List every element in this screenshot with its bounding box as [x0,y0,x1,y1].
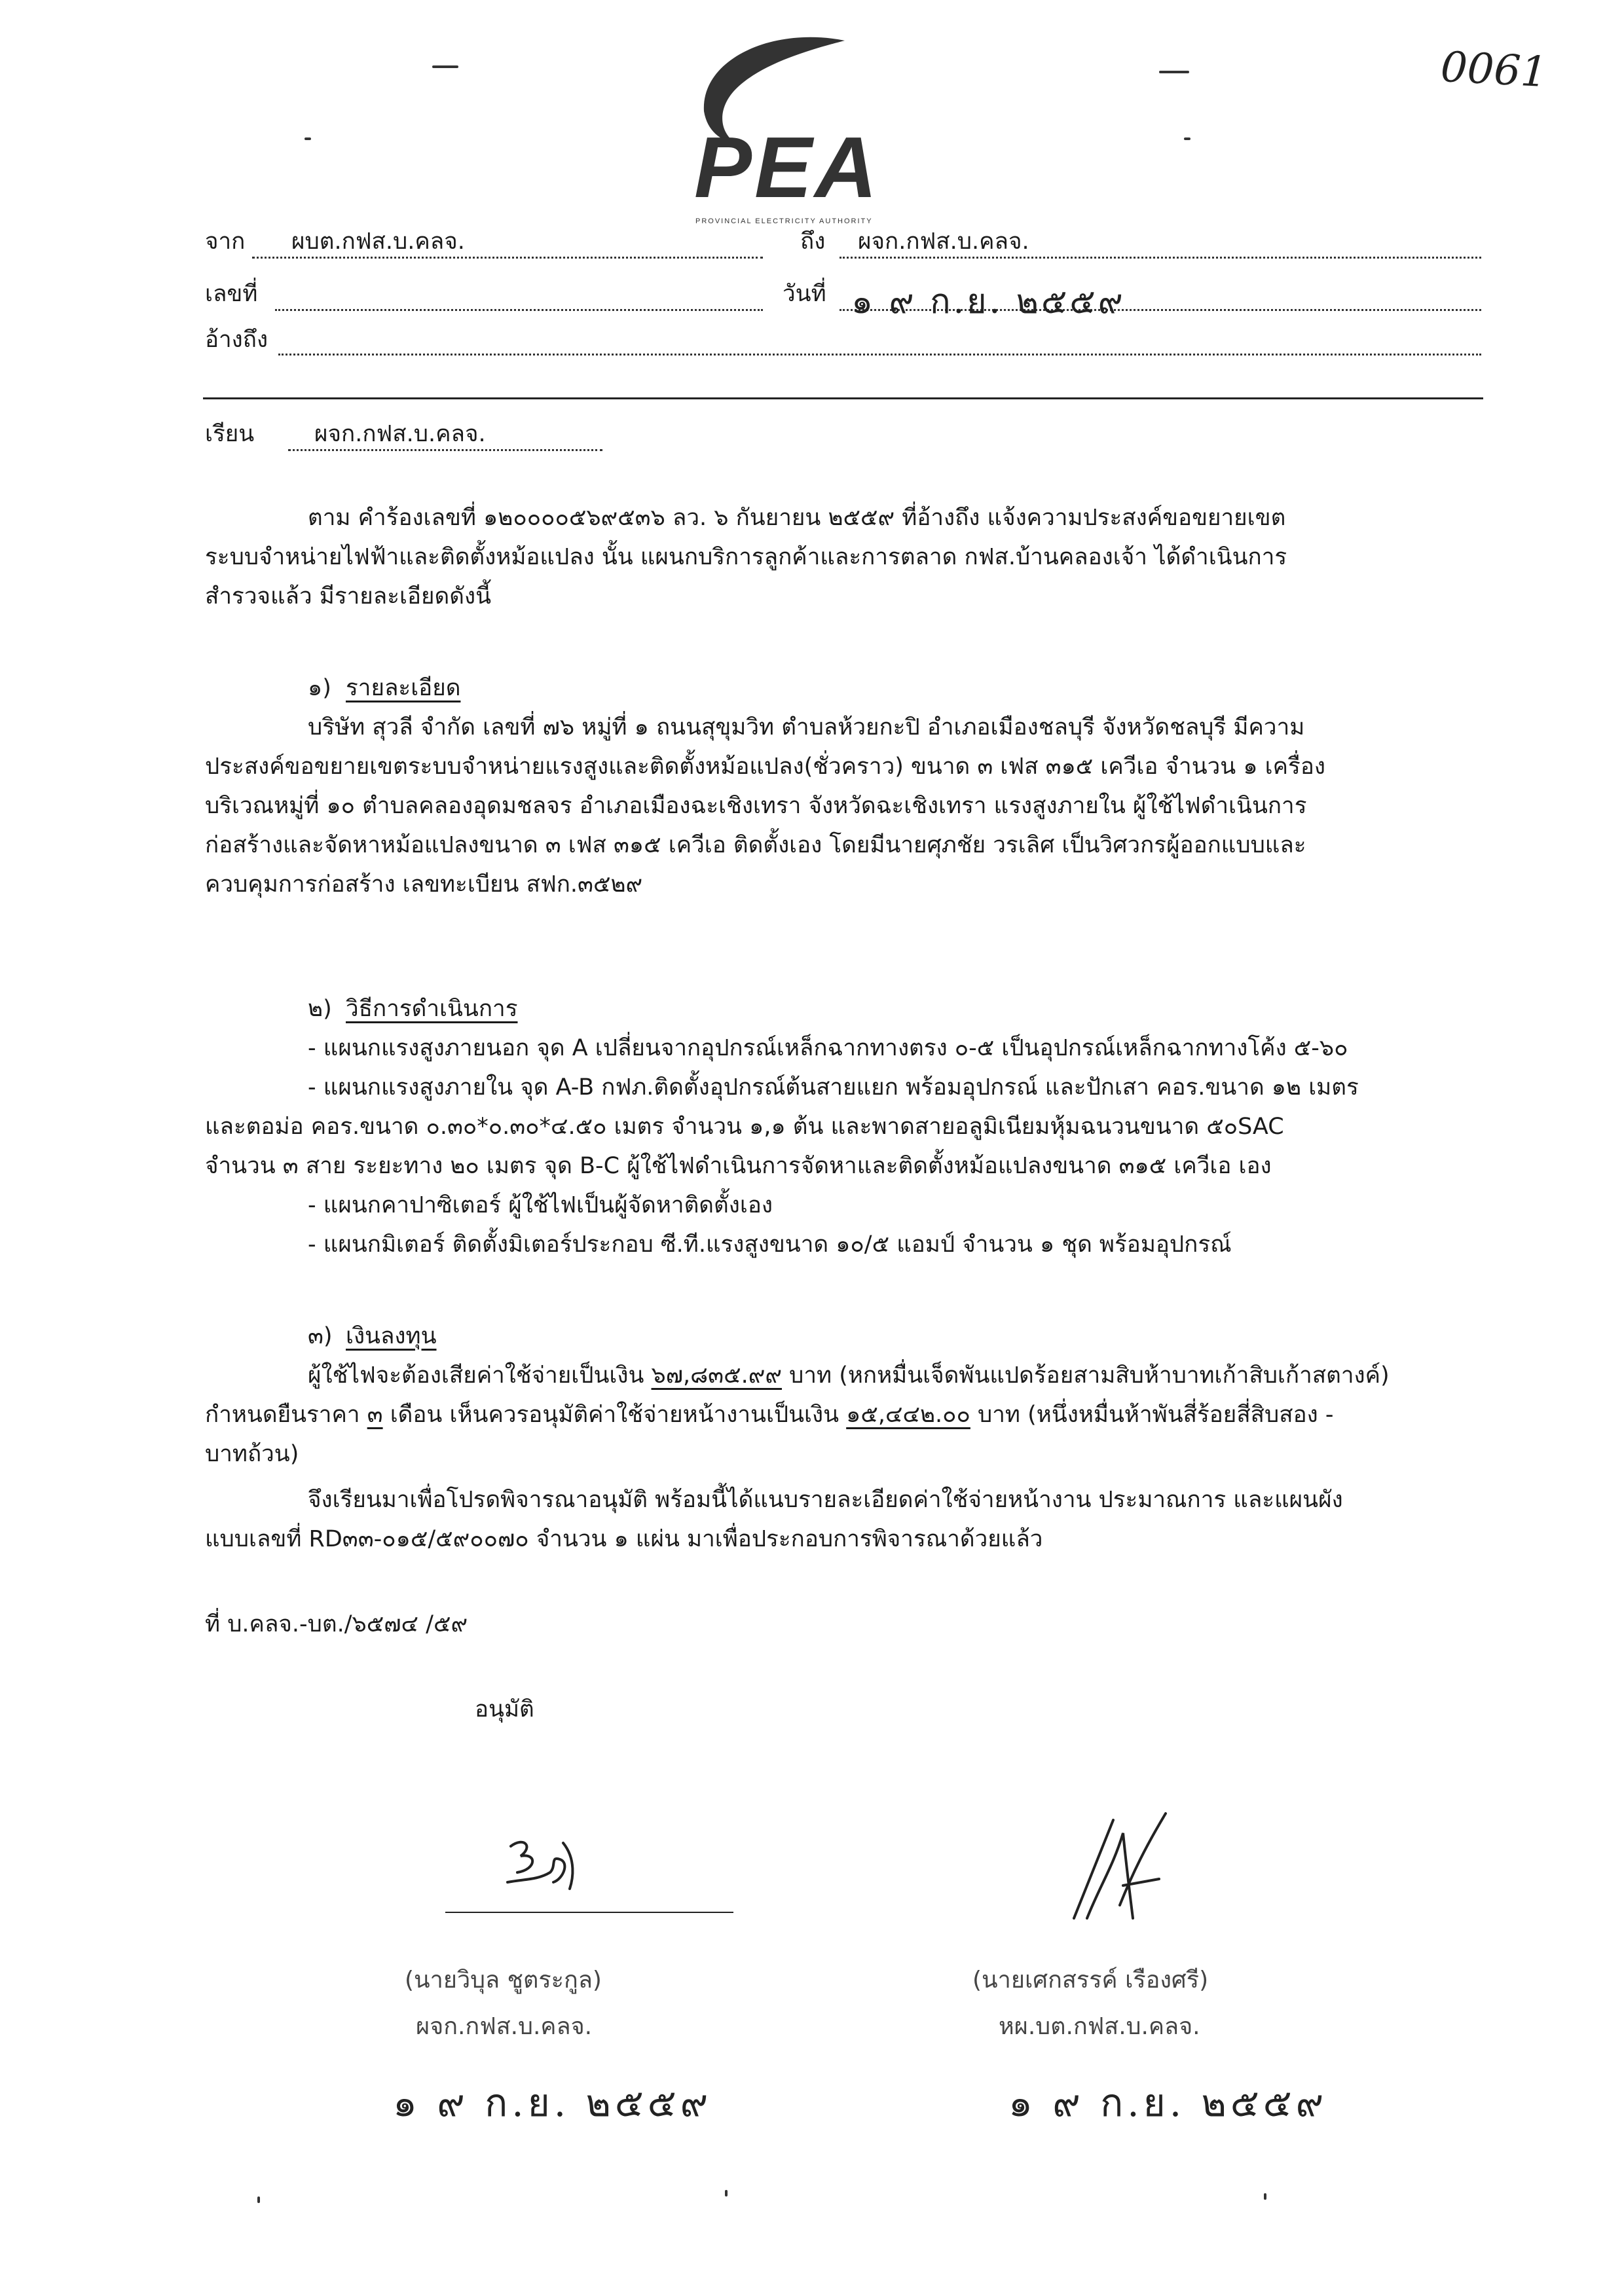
speck [304,137,311,140]
salutation-value: ผจก.กฟส.บ.คลจ. [314,421,486,447]
section3-number: ๓) [308,1323,333,1349]
section1-line: บริเวณหมู่ที่ ๑๐ ตำบลคลองอุดมชลจร อำเภอเมืองฉะเชิงเทรา จังหวัดฉะเชิงเทรา แรงสูงภายใน ผู้ใช้ไฟดำเนินการ [205,793,1307,819]
salutation-label: เรียน [205,421,255,447]
section3-line1-post: บาท (หกหมื่นเจ็ดพันแปดร้อยสามสิบห้าบาทเก้าสิบเก้าสตางค์) [782,1362,1390,1389]
section3-line1-pre: ผู้ใช้ไฟจะต้องเสียค่าใช้จ่ายเป็นเงิน [308,1362,652,1389]
section3-line2-mid: เดือน เห็นควรอนุมัติค่าใช้จ่ายหน้างานเป็นเงิน [382,1402,847,1428]
date-value: ๑ ๙ ก.ย. ๒๕๕๙ [851,282,1126,321]
right-signer-name: (นายเศกสรรค์ เรืองศรี) [972,1967,1209,1994]
reference-number: ที่ บ.คลจ.-บต./๖๕๗๔ /๕๙ [205,1611,468,1637]
section2-line: จำนวน ๓ สาย ระยะทาง ๒๐ เมตร จุด B-C ผู้ใช้ไฟดำเนินการจัดหาและติดตั้งหม้อแปลงขนาด ๓๑๕ เควีเอ เอง [205,1153,1272,1179]
to-value: ผจก.กฟส.บ.คลจ. [858,228,1029,255]
logo-text: PEA [694,119,880,215]
speck [432,65,458,68]
section1-line: ควบคุมการก่อสร้าง เลขทะเบียน สฟก.๓๕๒๙ [205,871,643,898]
section3-line4: จึงเรียนมาเพื่อโปรดพิจารณาอนุมัติ พร้อมนี้ได้แนบรายละเอียดค่าใช้จ่ายหน้างาน ประมาณการ และแผนผัง [308,1487,1343,1513]
speck [1184,137,1190,140]
salutation-dotline [288,449,602,451]
section3-line3: บาทถ้วน) [205,1441,299,1467]
reference-dotline [278,354,1481,355]
speck [725,2190,728,2196]
to-label: ถึง [800,228,826,255]
section1-line: ประสงค์ขอขยายเขตระบบจำหน่ายแรงสูงและติดตั้งหม้อแปลง(ชั่วคราว) ขนาด ๓ เฟส ๓๑๕ เควีเอ จำนวน ๑ เครื่อง [205,754,1325,780]
speck [1264,2193,1266,2200]
section1-line: ก่อสร้างและจัดหาหม้อแปลงขนาด ๓ เฟส ๓๑๕ เควีเอ ติดตั้งเอง โดยมีนายศุภชัย วรเลิศ เป็นวิศวกรผู้ออกแบบและ [205,832,1306,858]
right-date-stamp: ๑ ๙ ก.ย. ๒๕๕๙ [1008,2081,1328,2125]
intro-line: สำรวจแล้ว มีรายละเอียดดังนี้ [205,583,492,610]
from-label: จาก [205,228,246,255]
approved-amount: ๑๕,๔๔๒.๐๐ [846,1402,970,1428]
section3-line2-pre: กำหนดยืนราคา [205,1402,367,1428]
page-mark: 0061 [1439,43,1549,98]
number-label: เลขที่ [205,281,258,307]
section1-line: บริษัท สุวลี จำกัด เลขที่ ๗๖ หมู่ที่ ๑ ถนนสุขุมวิท ตำบลห้วยกะปิ อำเภอเมืองชลบุรี จังหวัดชลบุรี มีความ [308,714,1305,740]
investment-amount: ๖๗,๘๓๕.๙๙ [651,1362,782,1389]
intro-line: ตาม คำร้องเลขที่ ๑๒๐๐๐๐๕๖๙๕๓๖ ลว. ๖ กันยายน ๒๕๕๙ ที่อ้างถึง แจ้งความประสงค์ขอขยายเขต [308,505,1286,531]
section2-number: ๒) [308,996,332,1022]
section3-line1 [308,1364,1390,1387]
number-dotline [275,309,763,311]
left-date-stamp: ๑ ๙ ก.ย. ๒๕๕๙ [393,2081,712,2125]
from-value: ผบต.กฟส.บ.คลจ. [291,228,465,255]
date-label: วันที่ [783,281,826,307]
pea-logo [681,33,884,225]
section3-line5: แบบเลขที่ RD๓๓-๐๑๕/๕๙๐๐๗๐ จำนวน ๑ แผ่น มาเพื่อประกอบการพิจารณาด้วยแล้ว [205,1526,1043,1552]
section2-line: - แผนกมิเตอร์ ติดตั้งมิเตอร์ประกอบ ซี.ที.แรงสูงขนาด ๑๐/๕ แอมป์ จำนวน ๑ ชุด พร้อมอุปกรณ์ [308,1231,1232,1258]
header-rule [203,397,1483,399]
left-signer-name: (นายวิบุล ชูตระกูล) [405,1967,602,1994]
speck [1159,71,1189,73]
left-signature-icon [498,1833,589,1899]
reference-label: อ้างถึง [205,327,268,353]
section2-title: วิธีการดำเนินการ [346,996,518,1022]
section3-title: เงินลงทุน [346,1323,437,1349]
left-signer-position: ผจก.กฟส.บ.คลจ. [416,2013,593,2040]
section2-line: - แผนกแรงสูงภายนอก จุด A เปลี่ยนจากอุปกรณ์เหล็กฉากทางตรง ๐-๕ เป็นอุปกรณ์เหล็กฉากทางโค้ง ๕-๖๐ [308,1035,1348,1061]
price-validity-months: ๓ [367,1402,383,1428]
right-signer-position: หผ.บต.กฟส.บ.คลจ. [999,2013,1200,2040]
section1-number: ๑) [308,675,331,701]
speck [257,2196,260,2203]
section3-line2 [205,1404,1334,1427]
section2-line: - แผนกแรงสูงภายใน จุด A-B กฟภ.ติดตั้งอุปกรณ์ต้นสายแยก พร้อมอุปกรณ์ และปักเสา คอร.ขนาด ๑๒ เมตร [308,1074,1359,1101]
section3-line2-post: บาท (หนึ่งหมื่นห้าพันสี่ร้อยสี่สิบสอง - [970,1402,1334,1428]
right-signature-icon [1061,1807,1179,1931]
to-dotline [840,257,1481,259]
section2-line: - แผนกคาปาซิเตอร์ ผู้ใช้ไฟเป็นผู้จัดหาติดตั้งเอง [308,1192,773,1218]
left-signature-line [445,1912,733,1913]
logo-subtitle: PROVINCIAL ELECTRICITY AUTHORITY [695,217,873,225]
intro-line: ระบบจำหน่ายไฟฟ้าและติดตั้งหม้อแปลง นั้น แผนกบริการลูกค้าและการตลาด กฟส.บ้านคลองเจ้า ได้ดำเนินการ [205,544,1287,570]
section2-line: และตอม่อ คอร.ขนาด ๐.๓๐*๐.๓๐*๔.๕๐ เมตร จำนวน ๑,๑ ต้น และพาดสายอลูมิเนียมหุ้มฉนวนขนาด ๕๐SAC [205,1114,1284,1140]
approve-label: อนุมัติ [475,1696,534,1722]
from-dotline [252,257,763,259]
section1-title: รายละเอียด [346,675,461,701]
